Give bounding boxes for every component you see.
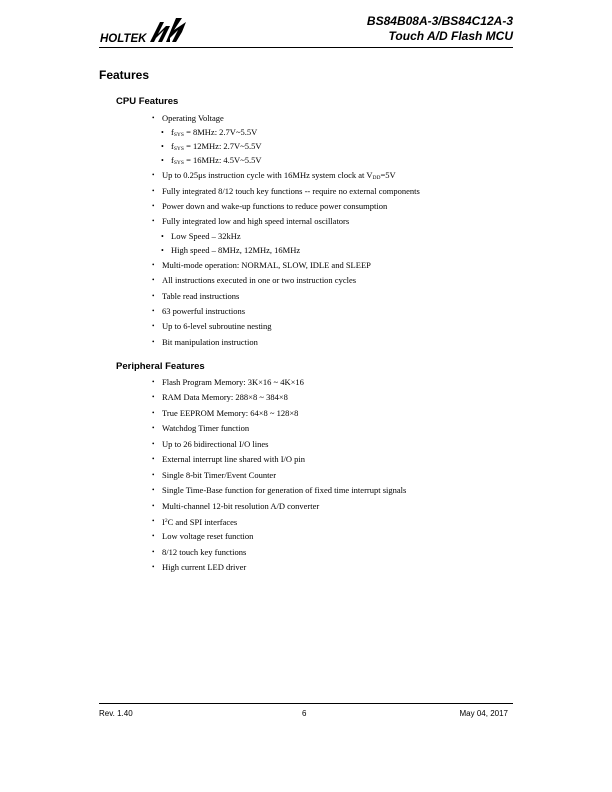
list-item: • Up to 26 bidirectional I/O lines — [152, 437, 406, 452]
logo-text: HOLTEK — [100, 33, 147, 45]
page-number: 6 — [302, 709, 307, 718]
list-item: • High current LED driver — [152, 560, 406, 575]
sub-list-item: • Low Speed – 32kHz — [152, 230, 420, 244]
bullet-icon: • — [152, 486, 155, 495]
bullet-icon: • — [152, 217, 155, 226]
list-item: • RAM Data Memory: 288×8 ~ 384×8 — [152, 390, 406, 405]
list-item: • Table read instructions — [152, 289, 420, 304]
sub-list-item: • fSYS = 8MHz: 2.7V~5.5V — [161, 127, 258, 139]
bullet-icon: • — [152, 114, 155, 122]
peripheral-features-heading: Peripheral Features — [116, 361, 205, 372]
bullet-icon: • — [152, 470, 155, 479]
bullet-icon: • — [161, 128, 164, 138]
list-item: • Up to 0.25μs instruction cycle with 16MHz system clock at VDD=5V — [152, 168, 420, 183]
bullet-icon: • — [152, 532, 155, 541]
list-item: • 8/12 touch key functions — [152, 545, 406, 560]
bullet-icon: • — [152, 563, 155, 572]
list-item: • Single Time-Base function for generation of fixed time interrupt signals — [152, 483, 406, 498]
list-item: • Multi-channel 12-bit resolution A/D converter — [152, 499, 406, 514]
bullet-icon: • — [152, 408, 155, 417]
bullet-icon: • — [161, 245, 164, 255]
bullet-icon: • — [152, 501, 155, 510]
bullet-icon: • — [152, 276, 155, 285]
header-divider — [99, 47, 513, 48]
list-item: • Bit manipulation instruction — [152, 335, 420, 350]
bullet-icon: • — [152, 378, 155, 386]
bullet-icon: • — [152, 439, 155, 448]
cpu-features-heading: CPU Features — [116, 96, 179, 107]
sub-list-item: • High speed – 8MHz, 12MHz, 16MHz — [152, 244, 420, 258]
list-item: • 63 powerful instructions — [152, 304, 420, 319]
bullet-icon: • — [152, 337, 155, 346]
list-item: • Flash Program Memory: 3K×16 ~ 4K×16 — [152, 375, 406, 390]
list-item: • Fully integrated 8/12 touch key functions -- require no external components — [152, 184, 420, 199]
bullet-icon: • — [161, 231, 164, 241]
list-item: • Low voltage reset function — [152, 529, 406, 544]
bullet-icon: • — [152, 547, 155, 556]
bullet-icon: • — [152, 186, 155, 195]
bullet-icon: • — [152, 306, 155, 315]
document-title — [367, 14, 513, 44]
list-item: • Power down and wake-up functions to reduce power consumption — [152, 199, 420, 214]
list-item: • Fully integrated low and high speed internal oscillators — [152, 214, 420, 229]
part-number: BS84B08A-3/BS84C12A-3 — [366, 14, 513, 28]
list-item: • True EEPROM Memory: 64×8 ~ 128×8 — [152, 406, 406, 421]
bullet-icon: • — [161, 142, 164, 152]
list-item: • Single 8-bit Timer/Event Counter — [152, 468, 406, 483]
footer-divider — [99, 703, 513, 704]
bullet-icon: • — [152, 516, 155, 525]
page-title: Features — [99, 68, 150, 82]
bullet-icon: • — [161, 156, 164, 166]
bullet-icon: • — [152, 424, 155, 433]
cpu-features-list — [152, 111, 420, 350]
list-item: • Operating Voltage — [152, 111, 420, 126]
bullet-icon: • — [152, 291, 155, 300]
list-item: • All instructions executed in one or two instruction cycles — [152, 273, 420, 288]
bullet-icon: • — [152, 260, 155, 269]
holtek-logo — [100, 16, 188, 46]
sub-list-item: • fSYS = 12MHz: 2.7V~5.5V — [161, 141, 262, 153]
bullet-icon: • — [152, 201, 155, 210]
revision-label: Rev. 1.40 — [99, 709, 133, 718]
list-item: • $I^2C$ and SPI interfaces — [152, 514, 406, 529]
bullet-icon: • — [152, 393, 155, 402]
list-item: • Multi-mode operation: NORMAL, SLOW, IDLE and SLEEP — [152, 258, 420, 273]
list-item: • Up to 6-level subroutine nesting — [152, 319, 420, 334]
list-item: • External interrupt line shared with I/O pin — [152, 452, 406, 467]
document-date: May 04, 2017 — [459, 709, 508, 718]
peripheral-features-list — [152, 375, 406, 576]
list-item: • Watchdog Timer function — [152, 421, 406, 436]
bullet-icon: • — [152, 171, 155, 180]
bullet-icon: • — [152, 322, 155, 331]
sub-list-item: • fSYS = 16MHz: 4.5V~5.5V — [161, 155, 262, 167]
bullet-icon: • — [152, 455, 155, 464]
product-name: Touch A/D Flash MCU — [388, 29, 513, 43]
